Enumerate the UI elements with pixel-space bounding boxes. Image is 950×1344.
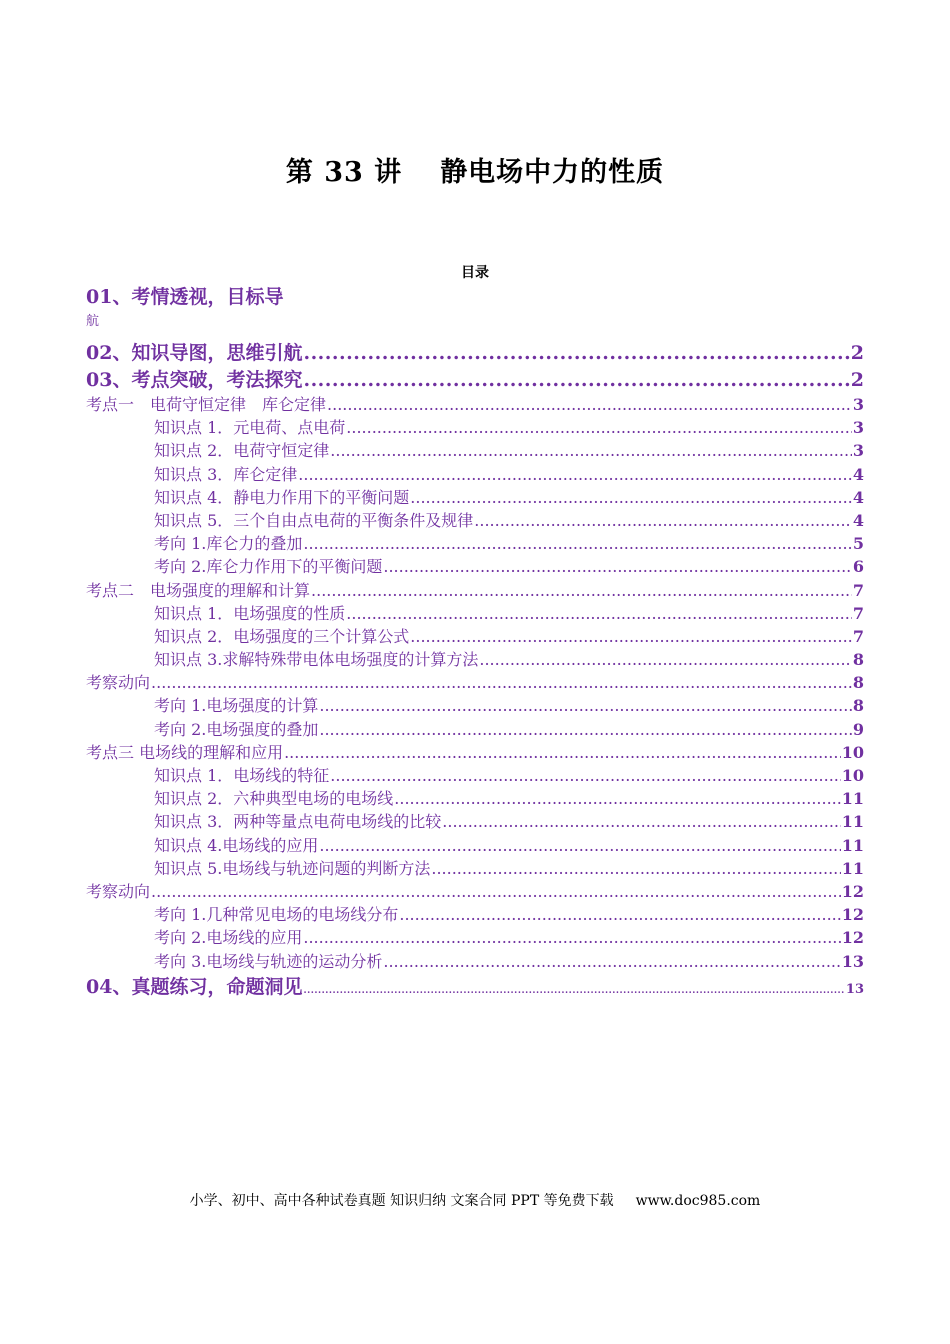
toc-entry[interactable] bbox=[86, 809, 864, 832]
toc-leader-dots bbox=[298, 465, 852, 484]
toc-entry-page: 10 bbox=[841, 766, 864, 785]
toc-entry[interactable] bbox=[86, 972, 864, 999]
toc-entry-label: 知识点 1．电场强度的性质 bbox=[154, 603, 346, 623]
toc-entry-page: 6 bbox=[852, 557, 864, 577]
toc-leader-dots bbox=[431, 859, 840, 878]
toc-entry[interactable] bbox=[86, 925, 864, 948]
toc-entry-page: 7 bbox=[852, 580, 864, 600]
toc-entry-label: 知识点 2．六种典型电场的电场线 bbox=[154, 789, 394, 809]
toc-entry[interactable] bbox=[86, 415, 864, 438]
toc-entry-label: 知识点 4.电场线的应用 bbox=[154, 835, 319, 855]
toc-entry-label: 知识点 5．三个自由点电荷的平衡条件及规律 bbox=[154, 510, 474, 530]
toc-entry-label: 03、考点突破，考法探究 bbox=[86, 369, 303, 391]
toc-entry-page: 8 bbox=[852, 696, 864, 716]
toc-entry-label: 知识点 4．静电力作用下的平衡问题 bbox=[154, 487, 410, 507]
toc-entry-page: 10 bbox=[841, 742, 864, 762]
toc-leader-dots bbox=[327, 395, 852, 414]
toc-entry[interactable] bbox=[86, 601, 864, 624]
toc-leader-dots bbox=[303, 976, 844, 998]
toc-entry-page: 4 bbox=[852, 510, 864, 530]
toc-leader-dots bbox=[303, 534, 852, 553]
toc-entry-label: 考向 1.库仑力的叠加 bbox=[154, 534, 303, 554]
toc-leader-dots bbox=[303, 369, 849, 391]
toc-entry-label: 考向 2.电场线的应用 bbox=[154, 928, 303, 948]
toc-entry-page: 3 bbox=[852, 395, 864, 414]
toc-leader-dots bbox=[151, 882, 841, 901]
page-footer bbox=[0, 1190, 950, 1210]
toc-leader-dots bbox=[346, 418, 852, 437]
toc-entry-label: 考察动向 bbox=[86, 673, 151, 693]
toc-entry-page: 11 bbox=[841, 858, 864, 878]
toc-entry-page: 4 bbox=[852, 464, 864, 484]
toc-entry-label: 考点二 电场强度的理解和计算 bbox=[86, 580, 311, 600]
toc-entry-label: 考点一 电荷守恒定律 库仑定律 bbox=[86, 395, 327, 414]
toc-entry-label: 考向 2.电场强度的叠加 bbox=[154, 719, 319, 739]
toc-leader-dots bbox=[346, 604, 852, 623]
toc-entry-label: 知识点 2．电场强度的三个计算公式 bbox=[154, 626, 410, 646]
toc-entry[interactable] bbox=[86, 508, 864, 531]
toc-leader-dots bbox=[330, 441, 852, 460]
toc-leader-dots bbox=[410, 488, 852, 507]
toc-entry-label: 知识点 3．库仑定律 bbox=[154, 464, 298, 484]
toc-leader-dots bbox=[319, 696, 852, 715]
toc-entry-label: 知识点 1．电场线的特征 bbox=[154, 766, 330, 785]
toc-leader-dots bbox=[479, 650, 852, 669]
toc-entry-label: 考向 1.几种常见电场的电场线分布 bbox=[154, 905, 399, 925]
toc-entry-label: 考点三 电场线的理解和应用 bbox=[86, 742, 284, 762]
toc-entry-page: 11 bbox=[841, 835, 864, 855]
toc-entry-label: 知识点 3．两种等量点电荷电场线的比较 bbox=[154, 812, 442, 832]
toc-entry[interactable] bbox=[86, 879, 864, 902]
toc-leader-dots bbox=[394, 789, 840, 808]
toc-leader-dots bbox=[151, 673, 852, 692]
toc-entry[interactable] bbox=[86, 624, 864, 647]
toc-leader-dots bbox=[303, 342, 849, 364]
toc-leader-dots bbox=[311, 581, 852, 600]
toc-entry[interactable] bbox=[86, 438, 864, 461]
toc-entry-page: 7 bbox=[852, 626, 864, 646]
toc-entry[interactable] bbox=[86, 338, 864, 365]
toc-leader-dots bbox=[399, 905, 840, 924]
toc-entry[interactable] bbox=[86, 717, 864, 740]
toc-leader-dots bbox=[383, 557, 852, 576]
toc-entry-page: 11 bbox=[841, 789, 864, 809]
toc-entry-page: 13 bbox=[845, 981, 864, 997]
toc-entry[interactable] bbox=[86, 786, 864, 809]
toc-entry-label: 04、真题练习，命题洞见 bbox=[86, 975, 303, 998]
toc-entry[interactable] bbox=[86, 647, 864, 670]
toc-entry-label: 知识点 3.求解特殊带电体电场强度的计算方法 bbox=[154, 650, 479, 670]
table-of-contents bbox=[86, 338, 864, 999]
toc-entry[interactable] bbox=[86, 485, 864, 508]
toc-entry-label: 考向 2.库仑力作用下的平衡问题 bbox=[154, 557, 383, 577]
toc-entry[interactable] bbox=[86, 856, 864, 879]
toc-entry-label: 考向 3.电场线与轨迹的运动分析 bbox=[154, 951, 383, 971]
toc-entry[interactable] bbox=[86, 554, 864, 577]
toc-entry-page: 11 bbox=[841, 812, 864, 832]
toc-entry[interactable] bbox=[86, 365, 864, 392]
toc-entry-page: 8 bbox=[852, 650, 864, 670]
toc-leader-dots bbox=[474, 511, 852, 530]
toc-entry[interactable] bbox=[86, 462, 864, 485]
toc-entry[interactable] bbox=[86, 670, 864, 693]
toc-section-1[interactable]: 01、考情透视，目标导 bbox=[86, 286, 284, 308]
toc-leader-dots bbox=[284, 743, 841, 762]
toc-entry[interactable] bbox=[86, 740, 864, 763]
footer-url[interactable]: www.doc985.com bbox=[635, 1193, 761, 1209]
toc-entry-label: 考向 1.电场强度的计算 bbox=[154, 696, 319, 716]
toc-entry-page: 2 bbox=[850, 369, 864, 391]
toc-leader-dots bbox=[330, 766, 840, 785]
toc-entry[interactable] bbox=[86, 833, 864, 856]
toc-leader-dots bbox=[442, 812, 840, 831]
toc-entry-label: 知识点 5.电场线与轨迹问题的判断方法 bbox=[154, 858, 431, 878]
toc-section-1-wrap: 航 bbox=[86, 314, 100, 329]
toc-leader-dots bbox=[319, 836, 840, 855]
toc-entry-page: 2 bbox=[850, 342, 864, 364]
document-title bbox=[0, 150, 950, 189]
toc-leader-dots bbox=[383, 952, 840, 971]
toc-leader-dots bbox=[410, 627, 852, 646]
toc-leader-dots bbox=[303, 928, 840, 947]
toc-entry[interactable] bbox=[86, 578, 864, 601]
lecture-number: 第 33 讲 bbox=[285, 157, 403, 188]
toc-entry[interactable] bbox=[86, 902, 864, 925]
toc-entry-page: 3 bbox=[852, 418, 864, 438]
toc-heading: 目录 bbox=[461, 265, 489, 281]
toc-entry-page: 12 bbox=[841, 881, 864, 901]
toc-leader-dots bbox=[319, 720, 852, 739]
toc-entry-page: 9 bbox=[852, 719, 864, 739]
toc-entry[interactable] bbox=[86, 392, 864, 415]
footer-text: 小学、初中、高中各种试卷真题 知识归纳 文案合同 PPT 等免费下载 bbox=[189, 1193, 614, 1209]
toc-entry[interactable] bbox=[86, 949, 864, 972]
toc-entry-page: 12 bbox=[841, 928, 864, 948]
lecture-topic: 静电场中力的性质 bbox=[440, 157, 665, 188]
toc-entry-label: 02、知识导图，思维引航 bbox=[86, 342, 303, 364]
toc-entry[interactable] bbox=[86, 763, 864, 786]
toc-entry[interactable] bbox=[86, 531, 864, 554]
toc-entry[interactable] bbox=[86, 693, 864, 716]
toc-entry-page: 7 bbox=[852, 603, 864, 623]
toc-entry-label: 知识点 1．元电荷、点电荷 bbox=[154, 418, 346, 438]
toc-entry-label: 考察动向 bbox=[86, 881, 151, 901]
toc-entry-page: 13 bbox=[841, 951, 864, 971]
toc-entry-page: 12 bbox=[841, 905, 864, 925]
toc-entry-label: 知识点 2．电荷守恒定律 bbox=[154, 441, 330, 461]
toc-entry-page: 4 bbox=[852, 487, 864, 507]
toc-entry-page: 8 bbox=[852, 673, 864, 693]
toc-entry-page: 5 bbox=[852, 534, 864, 554]
toc-entry-page: 3 bbox=[852, 441, 864, 461]
